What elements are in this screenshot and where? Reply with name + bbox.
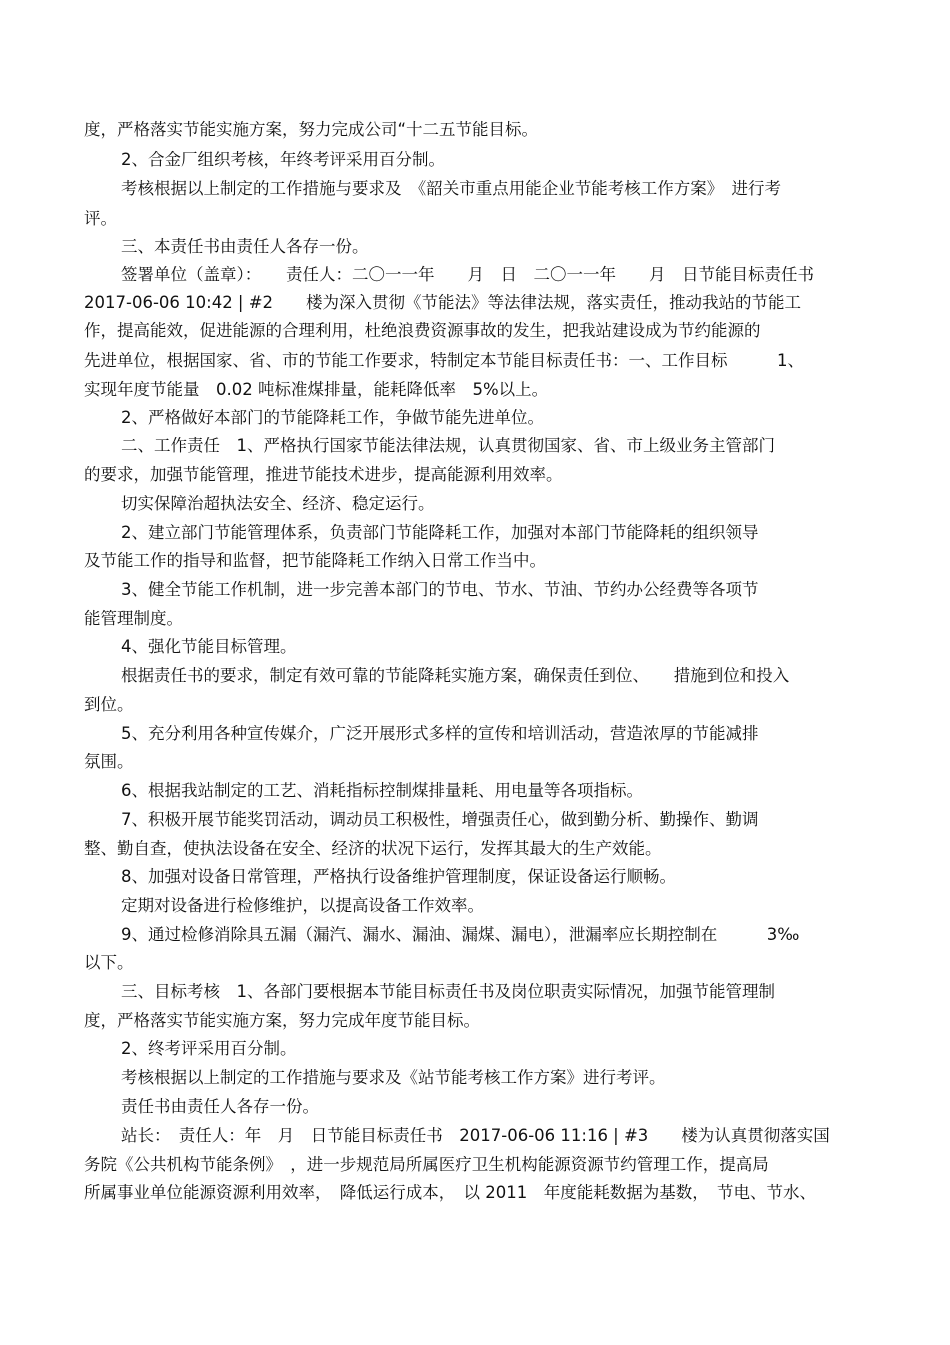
text-line: 度，严格落实节能实施方案，努力完成公司“十二五节能目标。 [84,120,539,139]
text-line: 切实保障治超执法安全、经济、稳定运行。 [121,494,435,513]
text-line: 2、建立部门节能管理体系，负责部门节能降耗工作，加强对本部门节能降耗的组织领导 [121,523,759,542]
text-line: 定期对设备进行检修维护，以提高设备工作效率。 [121,896,484,915]
text-line: 务院《公共机构节能条例》 ，进一步规范局所属医疗卫生机构能源资源节约管理工作，提高局 [84,1155,769,1174]
text-line: 2017-06-06 10:42 | #2 楼为深入贯彻《节能法》等法律法规，落实责任，推动我站的节能工 [84,293,802,312]
text-line: 能管理制度。 [84,609,183,628]
text-line: 氛围。 [84,752,134,771]
text-line: 责任书由责任人各存一份。 [121,1097,319,1116]
text-line: 3、健全节能工作机制，进一步完善本部门的节电、节水、节油、节约办公经费等各项节 [121,580,759,599]
text-line: 7、积极开展节能奖罚活动，调动员工积极性，增强责任心，做到勤分析、勤操作、勤调 [121,810,759,829]
text-line: 4、强化节能目标管理。 [121,637,297,656]
text-line: 二、工作责任 1、严格执行国家节能法律法规，认真贯彻国家、省、市上级业务主管部门 [121,436,775,455]
text-line: 先进单位，根据国家、省、市的节能工作要求，特制定本节能目标责任书：一、工作目标 1、 [84,351,804,370]
text-line: 9、通过检修消除具五漏（漏汽、漏水、漏油、漏煤、漏电），泄漏率应长期控制在 3‰ [121,925,800,944]
text-line: 根据责任书的要求，制定有效可靠的节能降耗实施方案，确保责任到位、 措施到位和投入 [121,666,790,685]
text-line: 整、勤自查，使执法设备在安全、经济的状况下运行，发挥其最大的生产效能。 [84,839,662,858]
text-line: 评。 [84,209,117,228]
text-line: 三、目标考核 1、各部门要根据本节能目标责任书及岗位职责实际情况，加强节能管理制 [121,982,775,1001]
text-line: 实现年度节能量 0.02 吨标准煤排量，能耗降低率 5%以上。 [84,380,549,399]
text-line: 到位。 [84,695,134,714]
text-line: 三、本责任书由责任人各存一份。 [121,237,369,256]
text-line: 以下。 [84,953,134,972]
text-line: 及节能工作的指导和监督，把节能降耗工作纳入日常工作当中。 [84,551,546,570]
text-line: 6、根据我站制定的工艺、消耗指标控制煤排量耗、用电量等各项指标。 [121,781,643,800]
text-line: 作，提高能效，促进能源的合理利用，杜绝浪费资源事故的发生，把我站建设成为节约能源的 [84,321,761,340]
text-line: 考核根据以上制定的工作措施与要求及 《韶关市重点用能企业节能考核工作方案》 进行考 [121,179,781,198]
text-line: 的要求，加强节能管理，推进节能技术进步，提高能源利用效率。 [84,465,563,484]
text-line: 2、终考评采用百分制。 [121,1039,297,1058]
text-line: 所属事业单位能源资源利用效率， 降低运行成本， 以 2011 年度能耗数据为基数， 节电、节水、 [84,1183,816,1202]
text-line: 签署单位（盖章）： 责任人：二〇一一年 月 日 二〇一一年 月 日节能目标责任书 [121,265,814,284]
text-line: 5、充分利用各种宣传媒介，广泛开展形式多样的宣传和培训活动，营造浓厚的节能减排 [121,724,759,743]
text-line: 站长： 责任人：年 月 日节能目标责任书 2017-06-06 11:16 | #3 楼为认真贯彻落实国 [121,1126,830,1145]
text-line: 8、加强对设备日常管理，严格执行设备维护管理制度，保证设备运行顺畅。 [121,867,676,886]
text-line: 2、严格做好本部门的节能降耗工作，争做节能先进单位。 [121,408,544,427]
text-line: 2、合金厂组织考核，年终考评采用百分制。 [121,150,445,169]
text-line: 度，严格落实节能实施方案，努力完成年度节能目标。 [84,1011,480,1030]
text-line: 考核根据以上制定的工作措施与要求及《站节能考核工作方案》进行考评。 [121,1068,666,1087]
